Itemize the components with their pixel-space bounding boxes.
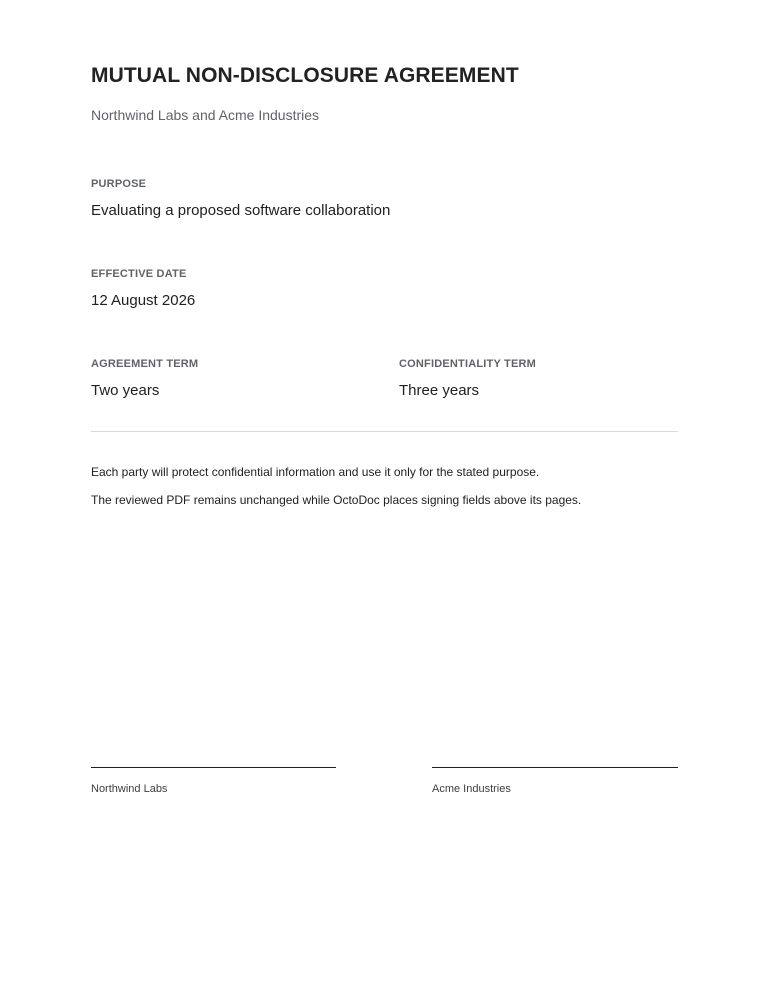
body-paragraph: Each party will protect confidential information and use it only for the stated purpose. [91, 465, 540, 479]
purpose-label: PURPOSE [91, 178, 147, 190]
signatory-name-northwind: Northwind Labs [91, 783, 168, 795]
signatory-name-acme: Acme Industries [432, 783, 511, 795]
purpose-value: Evaluating a proposed software collaboration [91, 202, 391, 219]
section-divider [91, 431, 678, 432]
agreement-term-value: Two years [91, 382, 160, 399]
confidentiality-term-value: Three years [399, 382, 480, 399]
signature-line-acme [432, 767, 678, 768]
body-paragraph: The reviewed PDF remains unchanged while OctoDoc places signing fields above its pages. [91, 493, 582, 507]
confidentiality-term-label: CONFIDENTIALITY TERM [399, 358, 537, 370]
effective-date-value: 12 August 2026 [91, 292, 196, 309]
signature-line-northwind [91, 767, 336, 768]
document-parties: Northwind Labs and Acme Industries [91, 107, 320, 123]
effective-date-label: EFFECTIVE DATE [91, 268, 187, 280]
agreement-term-label: AGREEMENT TERM [91, 358, 199, 370]
document-title: MUTUAL NON-DISCLOSURE AGREEMENT [91, 64, 519, 87]
